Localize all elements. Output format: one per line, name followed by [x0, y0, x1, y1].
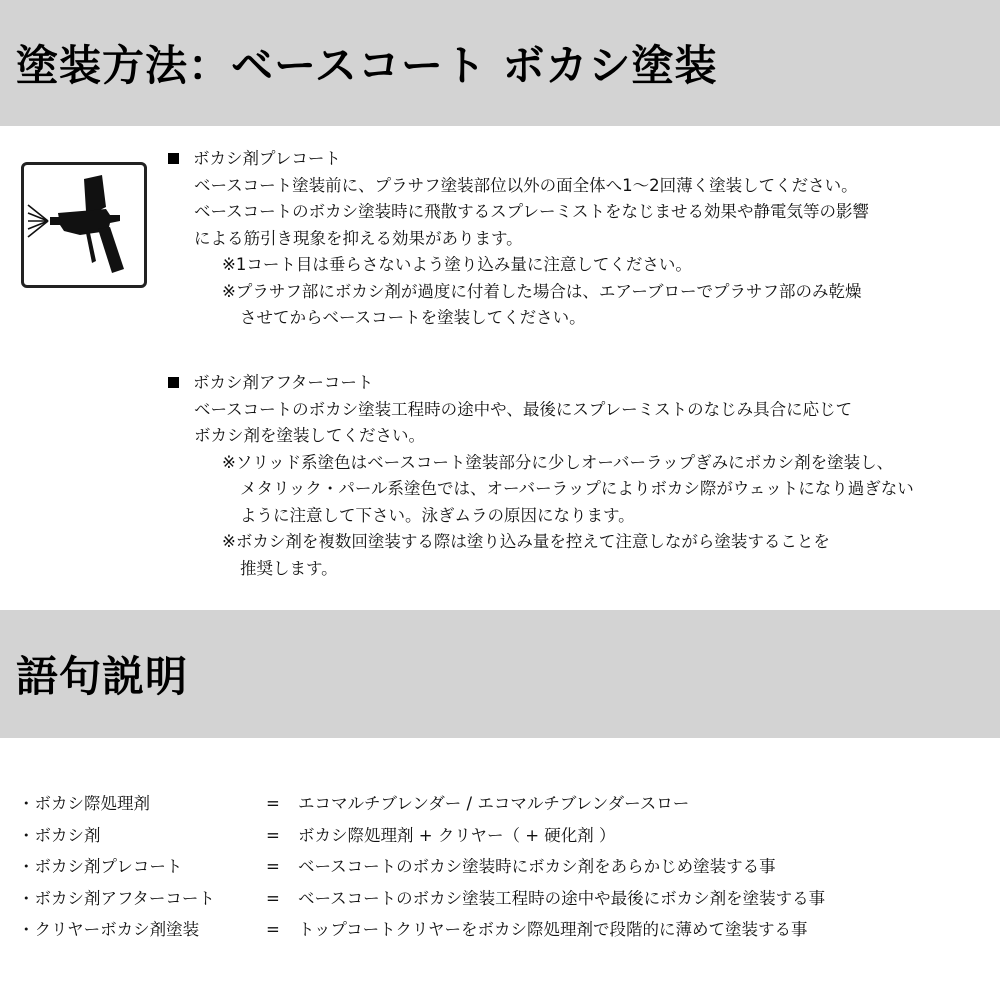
section-text: による筋引き現象を抑える効果があります。: [194, 228, 523, 248]
glossary-definition: エコマルチブレンダー / エコマルチブレンダースロー: [298, 794, 690, 813]
section-note: ※プラサフ部にボカシ剤が過度に付着した場合は、エアーブローでプラサフ部のみ乾燥: [222, 281, 862, 301]
section-text: ベースコート塗装前に、プラサフ塗装部位以外の面全体へ1～2回薄く塗装してください。: [194, 175, 858, 195]
section-aftercoat: [168, 370, 988, 582]
glossary-definition: ベースコートのボカシ塗装工程時の途中や最後にボカシ剤を塗装する事: [298, 888, 826, 908]
glossary-term: ・クリヤーボカシ剤塗装: [18, 920, 200, 939]
glossary-equals: =: [266, 857, 280, 876]
glossary-term: ・ボカシ際処理剤: [18, 794, 150, 813]
section-note: ように注意して下さい。泳ぎムラの原因になります。: [240, 505, 635, 525]
section-heading: ボカシ剤アフターコート: [193, 373, 374, 392]
glossary-definition: トップコートクリヤーをボカシ際処理剤で段階的に薄めて塗装する事: [298, 920, 808, 939]
glossary-equals: =: [266, 825, 280, 845]
glossary-term: ・ボカシ剤: [18, 825, 101, 845]
glossary-equals: =: [266, 888, 280, 908]
header-band: [0, 0, 1000, 126]
glossary-header-band: [0, 610, 1000, 738]
section-text: ボカシ剤を塗装してください。: [194, 426, 425, 445]
section-heading: ボカシ剤プレコート: [193, 149, 341, 168]
section-note: させてからベースコートを塗装してください。: [240, 308, 586, 327]
glossary-row: [18, 851, 993, 883]
glossary-row: [18, 883, 993, 915]
glossary-term: ・ボカシ剤プレコート: [18, 857, 183, 876]
spray-gun-icon: [21, 162, 147, 288]
glossary-row: [18, 820, 993, 852]
glossary-term: ・ボカシ剤アフターコート: [18, 888, 215, 908]
section-note: ※ソリッド系塗色はベースコート塗装部分に少しオーバーラップぎみにボカシ剤を塗装し、: [222, 452, 894, 472]
glossary-title: 語句説明: [16, 652, 189, 701]
glossary-equals: =: [266, 920, 280, 939]
section-note: メタリック・パール系塗色では、オーバーラップによりボカシ際がウェットになり過ぎない: [240, 479, 914, 498]
section-text: ベースコートのボカシ塗装時に飛散するスプレーミストをなじませる効果や静電気等の影響: [194, 202, 870, 221]
glossary-definition: ボカシ際処理剤 + クリヤー（ + 硬化剤 ）: [298, 825, 616, 845]
section-text: ベースコートのボカシ塗装工程時の途中や、最後にスプレーミストのなじみ具合に応じて: [194, 399, 853, 419]
glossary-row: [18, 788, 993, 820]
bullet-square-icon: [168, 153, 179, 164]
glossary-list: [18, 788, 993, 946]
section-note: ※1コート目は垂らさないよう塗り込み量に注意してください。: [222, 255, 692, 274]
glossary-row: [18, 914, 993, 946]
bullet-square-icon: [168, 377, 179, 388]
section-note: ※ボカシ剤を複数回塗装する際は塗り込み量を控えて注意しながら塗装することを: [222, 532, 830, 551]
section-precoat: [168, 146, 988, 332]
glossary-equals: =: [266, 794, 280, 813]
glossary-definition: ベースコートのボカシ塗装時にボカシ剤をあらかじめ塗装する事: [298, 857, 776, 876]
section-note: 推奨します。: [240, 558, 338, 578]
page-title: 塗装方法：ベースコート ボカシ塗装: [16, 41, 718, 90]
